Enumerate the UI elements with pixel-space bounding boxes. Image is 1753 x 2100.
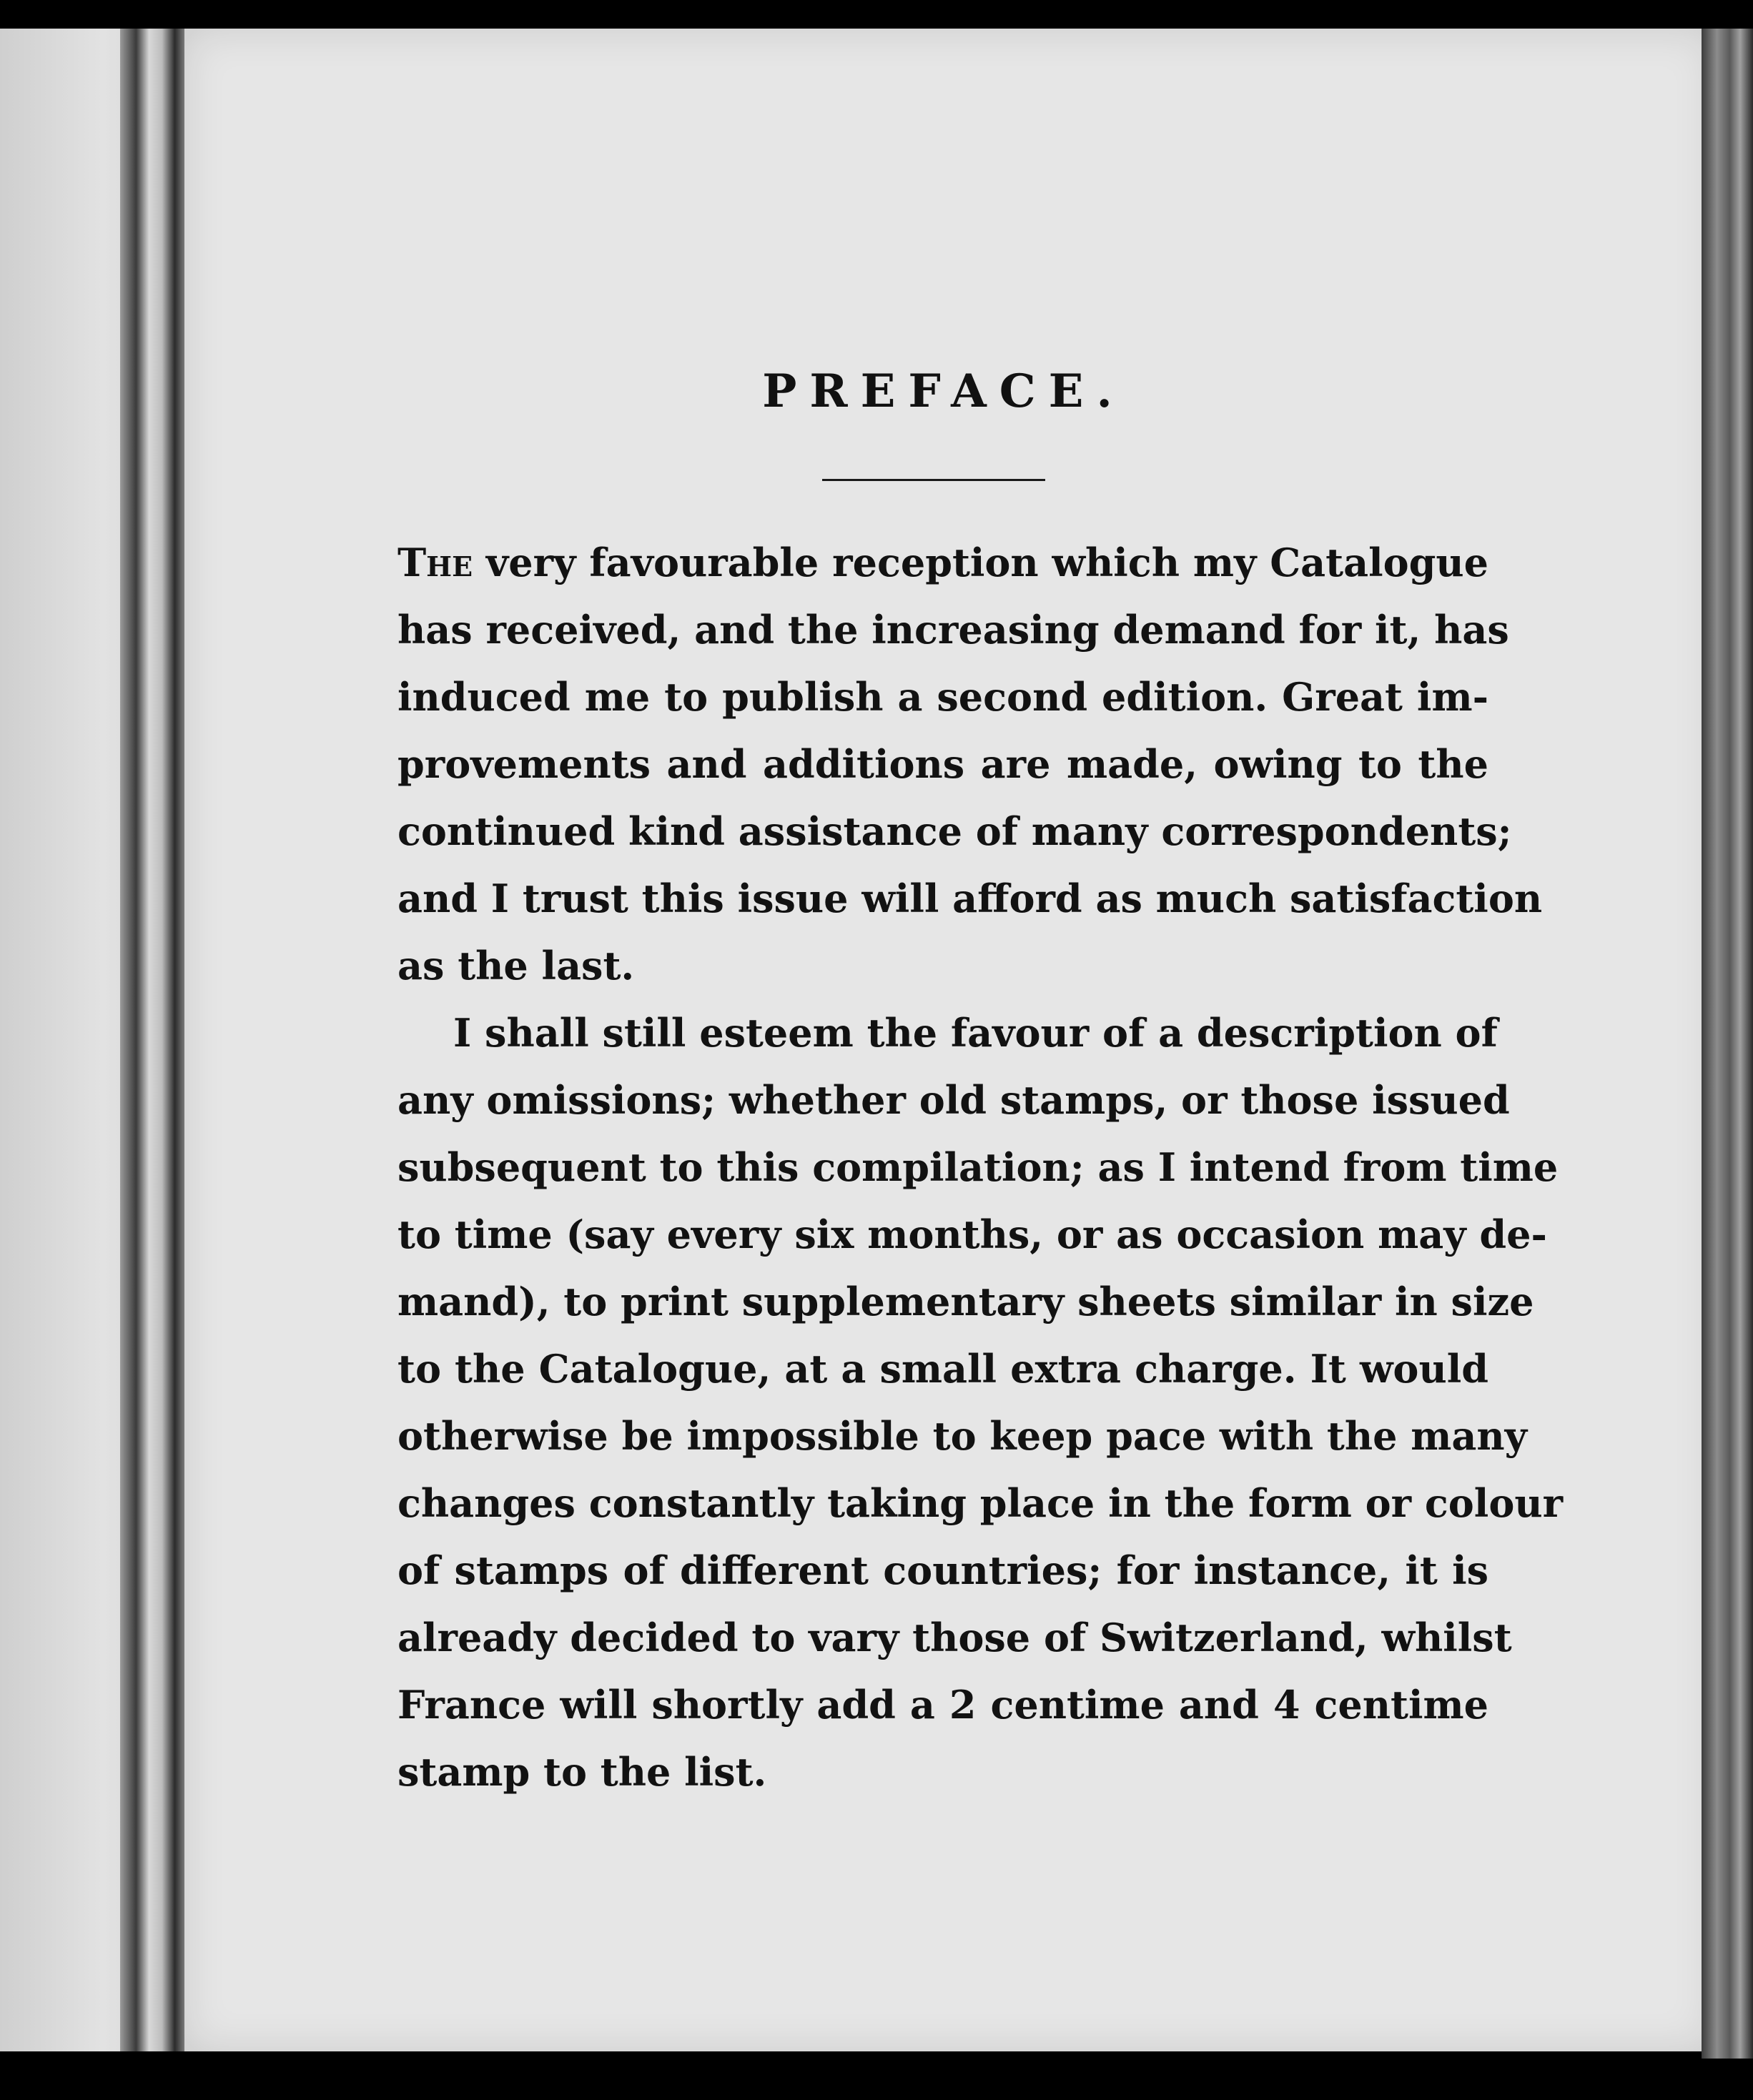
page-title: PREFACE. [762,365,1125,418]
text-line: induced me to publish a second edition. Great im- [397,674,1488,720]
text-line: continued kind assistance of many correspondents; [397,808,1512,854]
text-line: of stamps of different countries; for instance, it is [397,1547,1488,1593]
text-line: changes constantly taking place in the form or colour [397,1480,1564,1526]
text-line: provements and additions are made, owing to the [397,741,1488,787]
title-rule [822,479,1045,481]
text-line: otherwise be impossible to keep pace with the many [397,1413,1528,1459]
paragraph-2 [397,999,1564,1806]
text-line: and I trust this issue will afford as much satisfaction [397,876,1543,921]
paragraph-1 [397,529,1543,999]
text-line: France will shortly add a 2 centime and 4 centime [397,1682,1488,1728]
text-line: any omissions; whether old stamps, or those issued [397,1077,1510,1123]
text-line: I shall still esteem the favour of a description of [453,1010,1498,1056]
text-line: The very favourable reception which my Catalogue [397,540,1488,585]
text-line: as the last. [397,943,635,989]
page-stack-edge [1702,29,1753,2059]
book-gutter [120,29,184,2051]
text-line: stamp to the list. [397,1749,767,1795]
text-line: to time (say every six months, or as occasion may de- [397,1212,1547,1257]
text-line: has received, and the increasing demand for it, has [397,607,1509,653]
text-line: mand), to print supplementary sheets similar in size [397,1279,1534,1324]
text-line: subsequent to this compilation; as I intend from time [397,1144,1559,1190]
text-line: already decided to vary those of Switzerland, whilst [397,1615,1512,1660]
preface-body [397,529,1564,1806]
text-line: to the Catalogue, at a small extra charge. It would [397,1346,1488,1392]
lead-word: The [397,540,473,585]
